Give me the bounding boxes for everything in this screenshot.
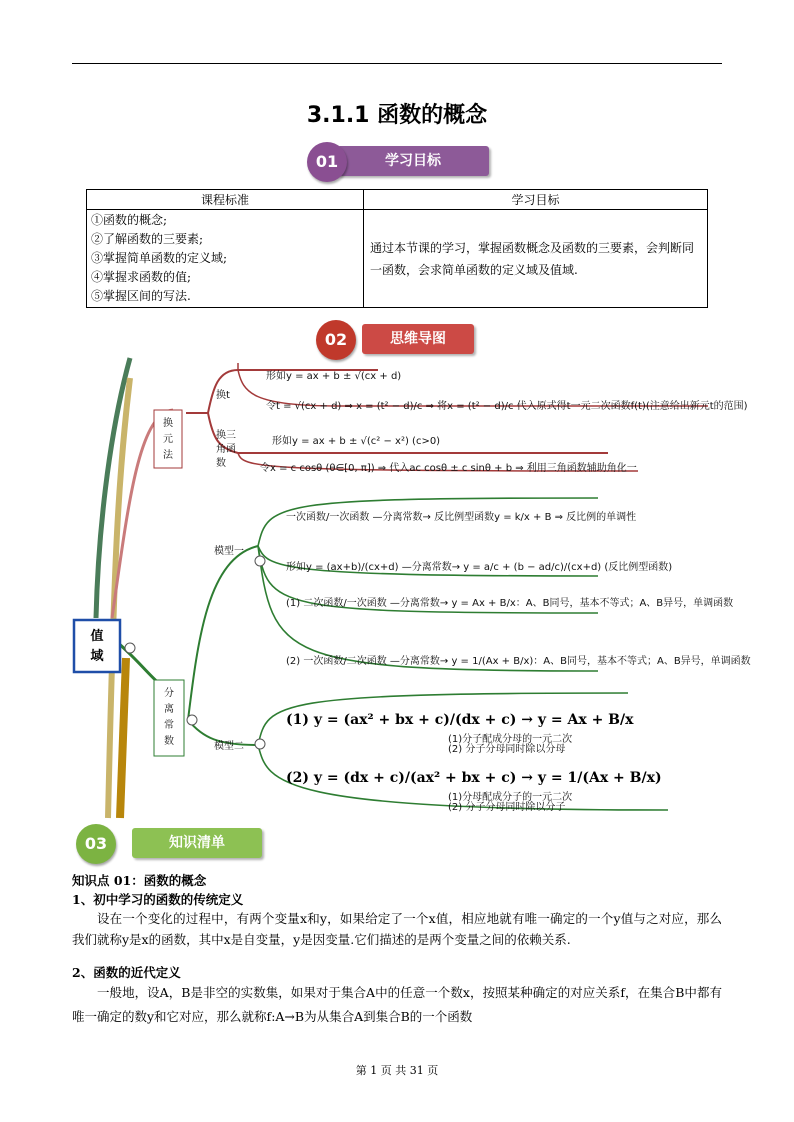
note: (1)分子配成分母的一元二次 bbox=[448, 734, 573, 745]
formula: (1) 二次函数/一次函数 —分离常数→ y = Ax + B/x：A、B同号，基本不等式；A、B异号，单调函数 bbox=[286, 598, 734, 609]
formula: (2) y = (dx + c)/(ax² + bx + c) → y = 1/(Ax + B/x) bbox=[286, 770, 662, 786]
branch-label: 数 bbox=[164, 736, 174, 747]
root-label-1: 值 bbox=[90, 629, 104, 644]
section-number: 02 bbox=[316, 320, 356, 360]
formula: (1) y = (ax² + bx + c)/(dx + c) → y = Ax + B/x bbox=[286, 712, 634, 728]
knowledge-point-title: 知识点 01：函数的概念 bbox=[72, 873, 207, 888]
node-sub2: 换三 bbox=[216, 430, 236, 441]
formula: 形如y = ax + b ± √(cx + d) bbox=[266, 371, 402, 382]
branch-label: 分 bbox=[164, 688, 174, 699]
collapse-icon[interactable] bbox=[255, 739, 265, 749]
page-title: 3.1.1 函数的概念 bbox=[306, 103, 488, 128]
page-footer: 第 1 页 共 31 页 bbox=[355, 1064, 439, 1077]
list-item: ①函数的概念; bbox=[91, 213, 168, 227]
collapse-icon[interactable] bbox=[125, 643, 135, 653]
node-sub2: 数 bbox=[216, 458, 226, 469]
note: (1)分母配成分子的一元二次 bbox=[448, 792, 573, 803]
formula: (2) 一次函数/二次函数 —分离常数→ y = 1/(Ax + B/x)：A、B同号，基本不等式；A、B异号，单调函数 bbox=[286, 656, 751, 667]
list-item: ②了解函数的三要素; bbox=[91, 232, 204, 246]
goals-text: 通过本节课的学习，掌握函数概念及函数的三要素，会判断同一函数，会求简单函数的定义域及值域. bbox=[364, 210, 708, 308]
formula: 一次函数/一次函数 —分离常数→ 反比例型函数y = k/x + B ⇒ 反比例的单调性 bbox=[286, 512, 637, 523]
note: (2) 分子分母同时除以分子 bbox=[448, 802, 566, 813]
list-item: ③掌握简单函数的定义域; bbox=[91, 251, 228, 265]
formula: 形如y = ax + b ± √(c² − x²) (c>0) bbox=[272, 436, 441, 447]
standard-list bbox=[87, 210, 364, 308]
paragraph: 设在一个变化的过程中，有两个变量x和y，如果给定了一个x值，相应地就有唯一确定的一个y值与之对应，那么我们就称y是x的函数，其中x是自变量，y是因变量.它们描述的是两个变量之间的依赖关系. bbox=[72, 911, 722, 947]
branch-label: 离 bbox=[164, 704, 174, 715]
section-label: 学习目标 bbox=[337, 146, 489, 176]
section-number: 01 bbox=[307, 142, 347, 182]
node-model2: 模型二 bbox=[214, 741, 244, 752]
formula: 令t = √(cx + d) ⇒ x = (t² − d)/c ⇒ 将x = (t² − d)/c 代入原式得t一元二次函数f(t)(注意给出新元t的范围) bbox=[266, 401, 748, 412]
root-node bbox=[74, 620, 120, 672]
node-model1: 模型一 bbox=[214, 546, 244, 557]
node-sub2: 角函 bbox=[216, 444, 236, 455]
formula: 形如y = (ax+b)/(cx+d) —分离常数→ y = a/c + (b − ad/c)/(cx+d) (反比例型函数) bbox=[286, 562, 673, 573]
mind-map bbox=[68, 358, 751, 818]
note: (2) 分子分母同时除以分母 bbox=[448, 744, 566, 755]
branch-label: 元 bbox=[163, 434, 173, 445]
section-label: 思维导图 bbox=[362, 324, 474, 354]
section-number: 03 bbox=[76, 824, 116, 864]
collapse-icon[interactable] bbox=[255, 556, 265, 566]
branch-label: 常 bbox=[164, 720, 174, 731]
header-rule bbox=[72, 63, 722, 64]
subsection-title: 1、初中学习的函数的传统定义 bbox=[72, 892, 244, 907]
subsection-title: 2、函数的近代定义 bbox=[72, 965, 181, 980]
goals-table bbox=[86, 189, 708, 308]
paragraph: 一般地，设A，B是非空的实数集，如果对于集合A中的任意一个数x，按照某种确定的对应关系f，在集合B中都有唯一确定的数y和它对应，那么就称f:A→B为从集合A到集合B的一个函数 bbox=[72, 985, 722, 1024]
branch-label: 换 bbox=[163, 418, 173, 429]
root-label-2: 域 bbox=[90, 649, 104, 664]
table-header-standard: 课程标准 bbox=[87, 190, 364, 210]
table-header-goals: 学习目标 bbox=[364, 190, 708, 210]
section-label: 知识清单 bbox=[132, 828, 262, 858]
formula: 令x = c cosθ (θ∈[0, π]) ⇒ 代入ac cosθ ± c sinθ + b ⇒ 利用三角函数辅助角化一 bbox=[260, 463, 637, 474]
node-sub1: 换t bbox=[216, 390, 230, 401]
list-item: ⑤掌握区间的写法. bbox=[91, 289, 191, 303]
collapse-icon[interactable] bbox=[187, 715, 197, 725]
list-item: ④掌握求函数的值; bbox=[91, 270, 192, 284]
branch-label: 法 bbox=[163, 450, 173, 461]
